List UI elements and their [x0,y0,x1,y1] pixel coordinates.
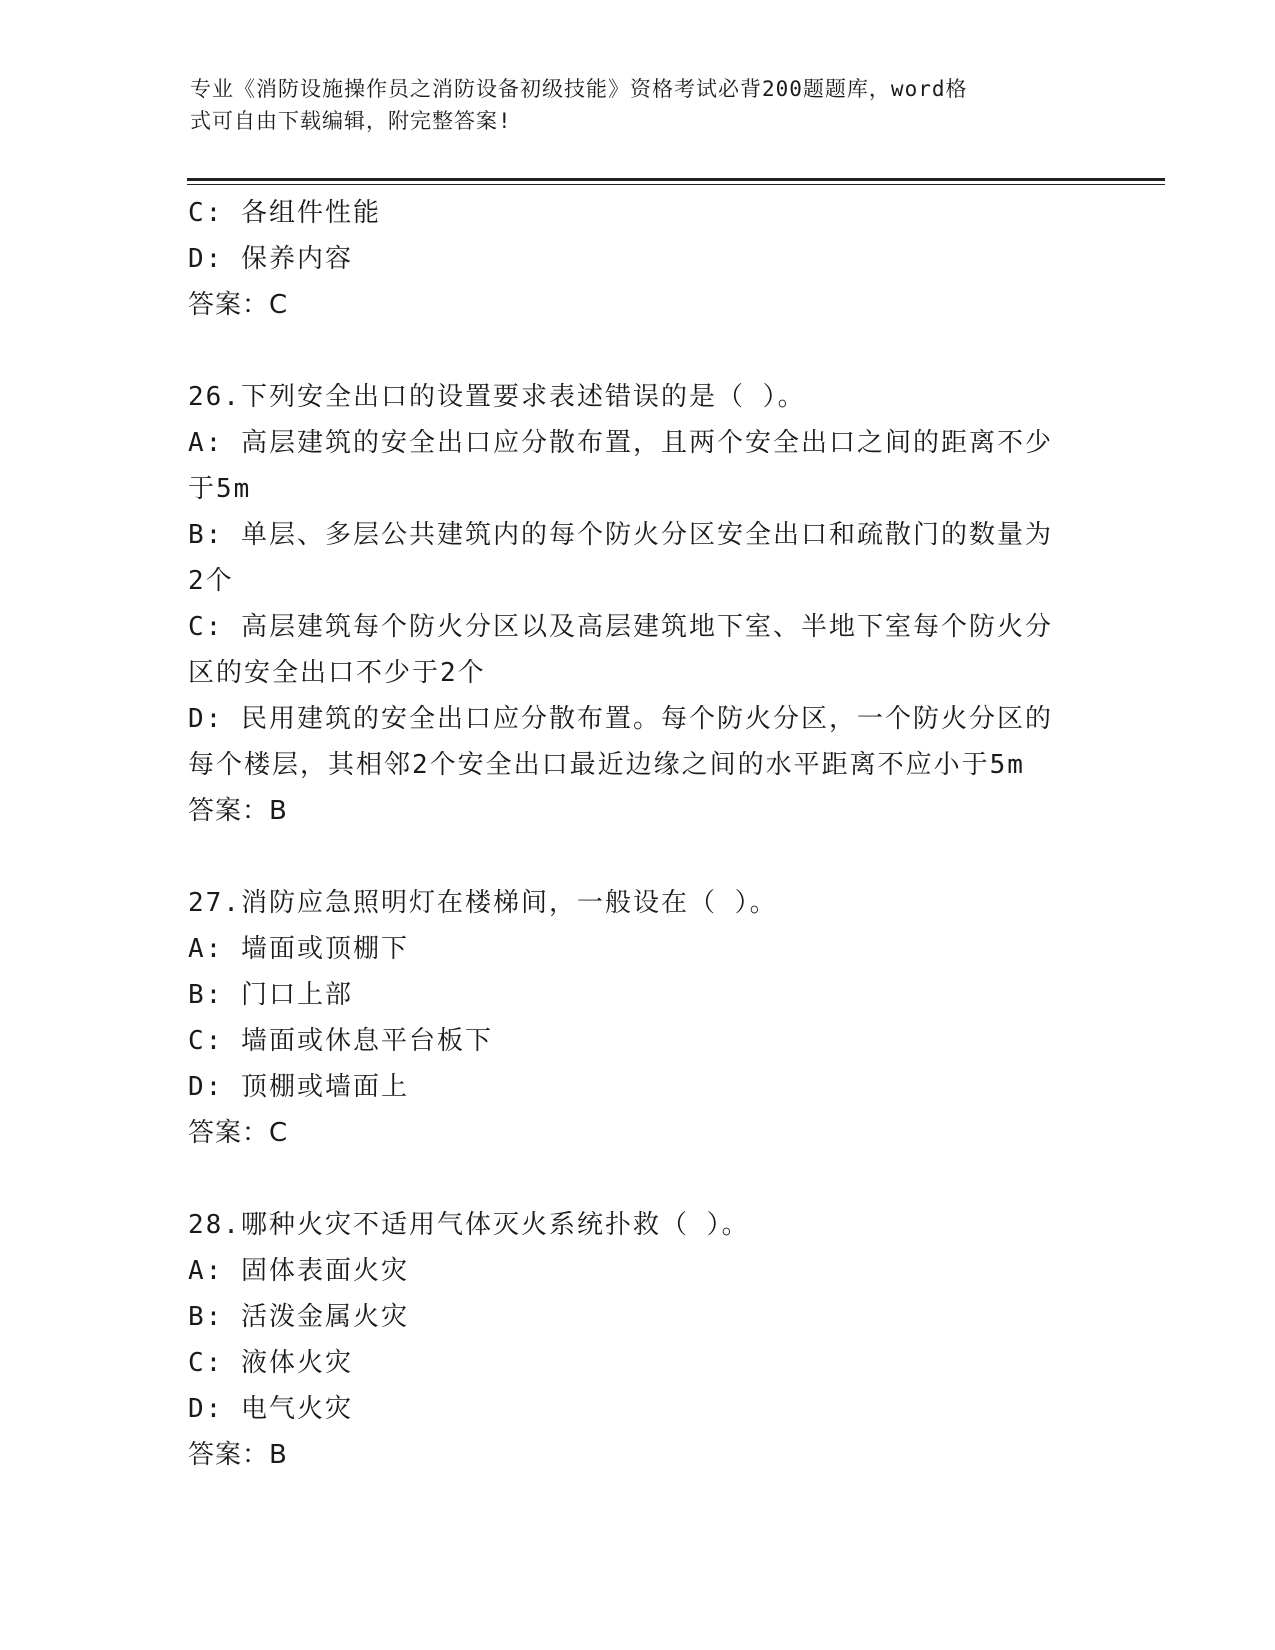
question-28 [188,1202,1088,1478]
option-b-continued: 2个 [188,566,234,596]
question-list [188,190,1088,1478]
option-b: B: 活泼金属火灾 [188,1302,409,1332]
question-stem: 27.消防应急照明灯在楼梯间，一般设在（ ）。 [188,888,778,918]
option-a: A: 墙面或顶棚下 [188,934,409,964]
answer-line: 答案：C [188,290,289,320]
question-stem: 26.下列安全出口的设置要求表述错误的是（ ）。 [188,382,806,412]
option-a: A: 固体表面火灾 [188,1256,409,1286]
option-a: A: 高层建筑的安全出口应分散布置，且两个安全出口之间的距离不少 [188,428,1053,458]
option-c: C: 高层建筑每个防火分区以及高层建筑地下室、半地下室每个防火分 [188,612,1053,642]
option-d: D: 顶棚或墙面上 [188,1072,409,1102]
answer-line: 答案：B [188,796,288,826]
header-divider-thick [187,178,1165,181]
option-b: B: 门口上部 [188,980,353,1010]
header-line-1: 专业《消防设施操作员之消防设备初级技能》资格考试必背200题题库，word格 [190,77,968,101]
option-a-continued: 于5m [188,474,252,504]
option-c: C: 各组件性能 [188,198,381,228]
document-header [190,73,1090,137]
header-line-2: 式可自由下载编辑，附完整答案! [190,109,512,133]
option-c-continued: 区的安全出口不少于2个 [188,658,486,688]
option-d: D: 民用建筑的安全出口应分散布置。每个防火分区，一个防火分区的 [188,704,1053,734]
option-c: C: 液体火灾 [188,1348,353,1378]
question-25-continued [188,190,1088,328]
option-d-continued: 每个楼层，其相邻2个安全出口最近边缘之间的水平距离不应小于5m [188,750,1025,780]
answer-line: 答案：C [188,1118,289,1148]
option-d: D: 保养内容 [188,244,353,274]
question-stem: 28.哪种火灾不适用气体灭火系统扑救（ ）。 [188,1210,750,1240]
question-26 [188,374,1088,834]
option-d: D: 电气火灾 [188,1394,353,1424]
option-b: B: 单层、多层公共建筑内的每个防火分区安全出口和疏散门的数量为 [188,520,1053,550]
question-27 [188,880,1088,1156]
option-c: C: 墙面或休息平台板下 [188,1026,493,1056]
answer-line: 答案：B [188,1440,288,1470]
header-divider-thin [187,184,1165,185]
